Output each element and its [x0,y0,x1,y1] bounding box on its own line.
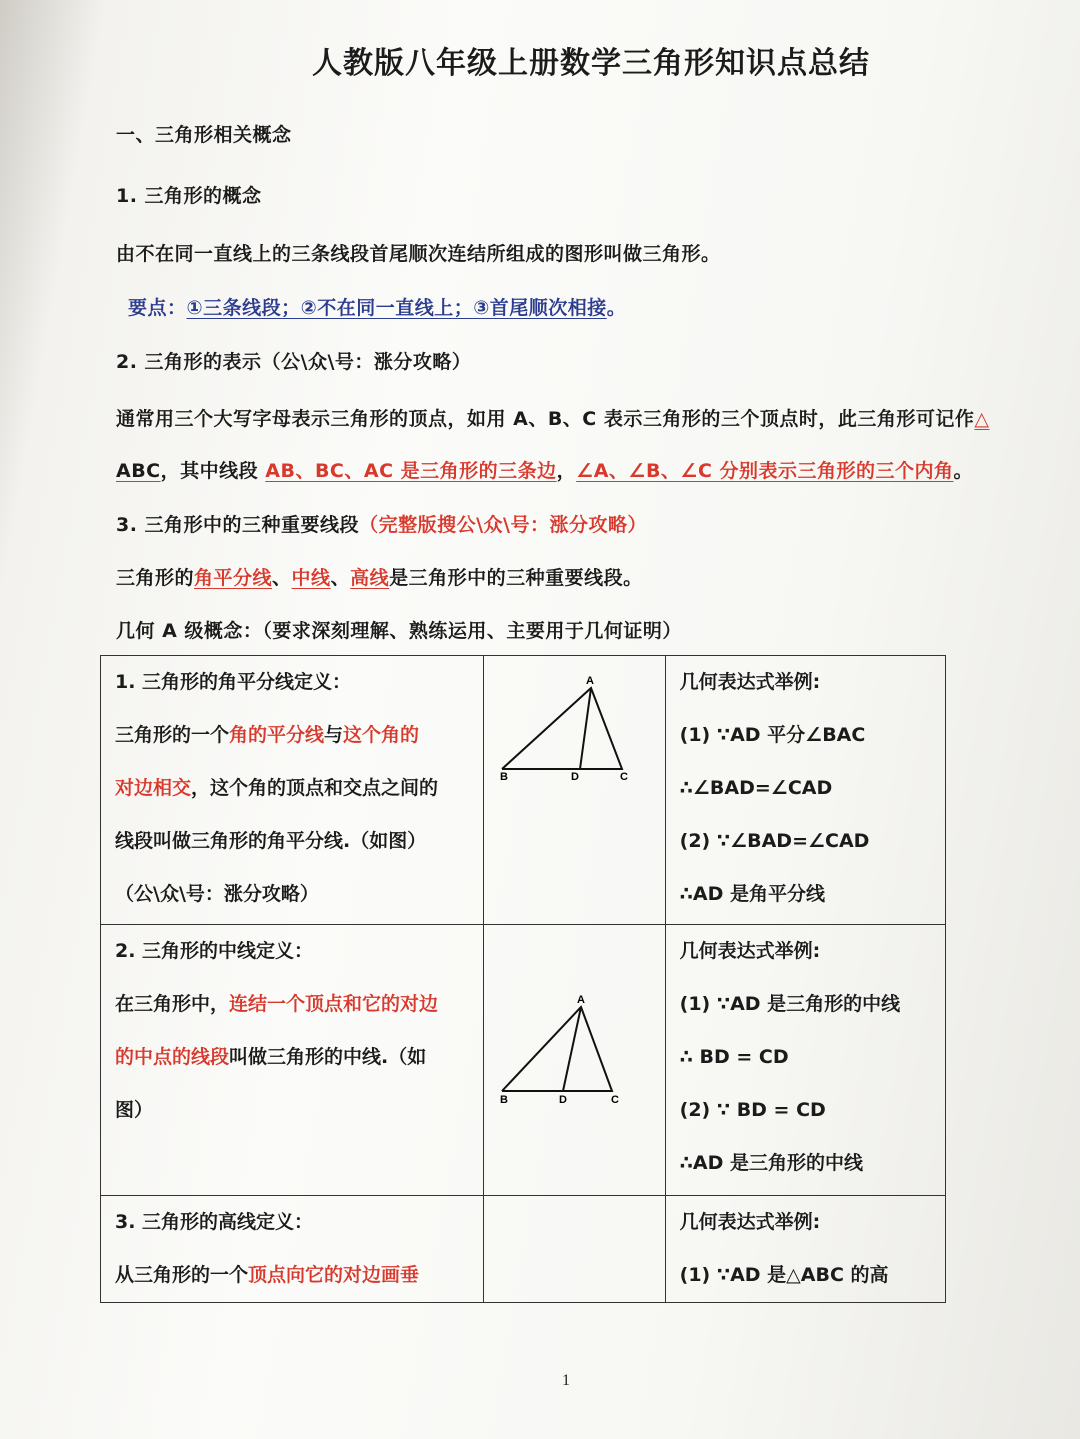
median-figure-cell [483,925,665,1196]
label-a: A [576,994,585,1006]
separator: 、 [272,567,292,589]
concept-heading: 1. 三角形的概念 [116,185,262,207]
concept-table [100,655,946,1303]
table-row [101,656,946,925]
median-triangle-figure [484,925,664,1125]
triangle-symbol: △ [974,408,990,430]
highlight: 顶点向它的对边画垂 [248,1264,420,1286]
angles-text: ∠A、∠B、∠C 分别表示三角形的三个内角 [576,460,954,482]
example-heading: 几何表达式举例: [679,940,821,962]
bisector-text-1 [115,709,475,762]
bisector-term: 角平分线 [194,567,273,589]
example-line: ∴AD 是三角形的中线 [679,1152,863,1174]
example-line: (1) ∵AD 是三角形的中线 [679,993,901,1015]
median-term: 中线 [291,567,331,589]
label-d: D [570,771,579,783]
highlight: 这个角的 [343,724,420,746]
bisector-example-cell [665,656,945,925]
median-text-3: 图） [115,1099,154,1121]
bisector-text-3: 线段叫做三角形的角平分线.（如图） [115,830,427,852]
median-segment [563,1007,581,1091]
bisector-triangle-figure [484,656,664,786]
median-definition-cell [101,925,484,1196]
text: 三角形的一个 [115,724,230,746]
label-b: B [499,771,508,783]
notation-end: 。 [953,460,974,482]
notation-text-2: ，其中线段 [160,460,266,482]
segments-heading: 3. 三角形中的三种重要线段 [116,514,360,536]
label-c: C [619,771,628,783]
text: 从三角形的一个 [115,1264,249,1286]
notation-line-1 [116,404,990,431]
highlight: 连结一个顶点和它的对边 [229,993,439,1015]
bisector-definition-cell [101,656,484,925]
table-row [101,925,946,1196]
bisector-text-2 [115,762,475,815]
bisector-figure-cell [483,656,665,925]
comma: ， [556,460,577,482]
separator: 、 [330,567,351,589]
segments-text-2: 是三角形中的三种重要线段。 [389,567,643,589]
segments-heading-note: （完整版搜公\众\号：涨分攻略） [359,514,647,536]
example-heading: 几何表达式举例: [679,1211,821,1233]
example-line: (1) ∵AD 是△ABC 的高 [679,1264,889,1286]
key-label: 要点： [128,297,187,319]
bisector-segment [580,688,591,769]
page-title: 人教版八年级上册数学三角形知识点总结 [312,46,870,81]
altitude-text-1 [115,1249,475,1302]
example-line: ∴ BD = CD [679,1046,789,1068]
altitude-term: 高线 [350,567,390,589]
highlight: 的中点的线段 [115,1046,230,1068]
level-a-line: 几何 A 级概念：（要求深刻理解、熟练运用、主要用于几何证明） [116,620,682,642]
altitude-definition-cell [101,1196,484,1303]
example-line: (2) ∵ BD = CD [679,1099,826,1121]
table-row [101,1196,946,1303]
median-heading: 2. 三角形的中线定义： [115,940,314,962]
segments-heading-line [116,510,647,537]
concept-definition: 由不在同一直线上的三条线段首尾顺次连结所组成的图形叫做三角形。 [116,243,721,265]
highlight: 对边相交 [115,777,192,799]
example-line: ∴AD 是角平分线 [679,883,825,905]
label-d: D [558,1094,567,1106]
triangle-abc: ABC [116,460,161,482]
segments-line [116,563,643,590]
text: 叫做三角形的中线.（如 [229,1046,427,1068]
triangle-outline [502,1007,612,1091]
label-b: B [499,1094,508,1106]
notation-heading: 2. 三角形的表示（公\众\号：涨分攻略） [116,351,472,373]
median-example-cell [665,925,945,1196]
example-line: ∴∠BAD=∠CAD [679,777,833,799]
bisector-text-4: （公\众\号：涨分攻略） [115,883,319,905]
altitude-figure-cell [483,1196,665,1303]
segments-text: 三角形的 [116,567,195,589]
text: 与 [324,724,344,746]
key-end: 。 [606,297,627,319]
median-text-1 [115,978,475,1031]
altitude-example-cell [665,1196,945,1303]
median-text-2 [115,1031,475,1084]
example-heading: 几何表达式举例: [679,671,821,693]
example-line: (2) ∵∠BAD=∠CAD [679,830,870,852]
notation-line-2 [116,456,973,483]
altitude-heading: 3. 三角形的高线定义： [115,1211,314,1233]
text: ，这个角的顶点和交点之间的 [191,777,439,799]
key-points: ①三条线段；②不在同一直线上；③首尾顺次相接 [186,297,607,319]
notation-text: 通常用三个大写字母表示三角形的顶点，如用 A、B、C 表示三角形的三个顶点时，此三角形可记作 [116,408,975,430]
triangle-outline [502,688,622,769]
label-c: C [610,1094,619,1106]
highlight: 角的平分线 [229,724,325,746]
section-heading: 一、三角形相关概念 [116,124,292,146]
text: 在三角形中， [115,993,230,1015]
key-points-line [128,293,626,320]
bisector-heading: 1. 三角形的角平分线定义： [115,671,352,693]
label-a: A [585,675,594,687]
sides-text: AB、BC、AC 是三角形的三条边 [265,460,557,482]
page-number: 1 [562,1372,570,1389]
example-line: (1) ∵AD 平分∠BAC [679,724,866,746]
